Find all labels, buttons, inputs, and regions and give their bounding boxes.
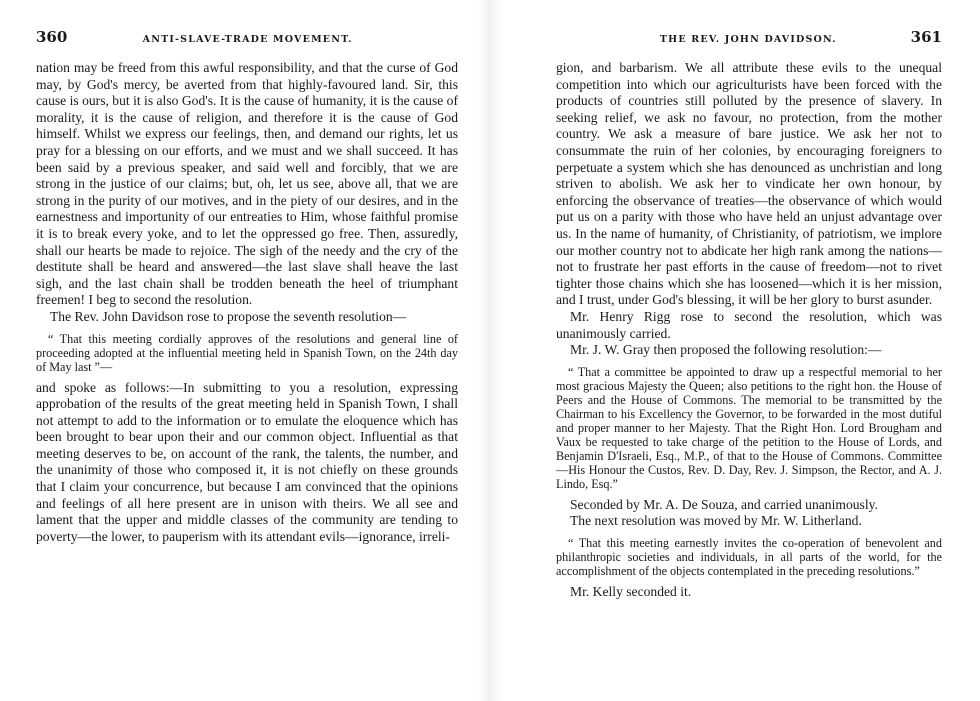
de-souza-seconds: Seconded by Mr. A. De Souza, and carried unanimously.: [570, 496, 878, 512]
quote-text: “ That a committee be appointed to draw up a respectful memorial to her most gracious Majesty the Queen; also petitions to the right hon. the House of Peers and the House of Commons. The memorial to be transmitted by the Chairman to his Excellency the Governor, to be forwarded in the most dutiful and proper manner to her Majesty. That the Right Hon. Lord Brougham and Vaux be requested to take charge of the petition to the House of Lords, and Benjamin D'Israeli, Esq., M.P., of that to the House of Commons. Committee—His Honour the Custos, Rev. D. Day, Rev. J. Simpson, the Rector, and A. J. Lindo, Esq.”: [556, 364, 942, 491]
rigg-seconds: Mr. Henry Rigg rose to second the resolution, which was unanimously carried.: [556, 308, 942, 341]
left-page: [0, 0, 480, 701]
seventh-resolution-quote: [36, 332, 458, 374]
right-page-header: [556, 28, 942, 50]
speech-conclusion: nation may be freed from this awful responsibility, and that the curse of God may, by God's mercy, be averted from that highly-favoured land. Sir, this cause is ours, but it is also God's. It is the cause of humanity, it is the cause of morality, it is the cause of religion, and therefore it is the cause of God himself. Whilst we express our feelings, then, and demand our rights, let us pray for a blessing on our efforts, and we must and we shall succeed. It has been said by a previous speaker, and said well and forcibly, that we are strong in the justice of our claims; but, oh, let us see, above all, that we are strong in the purity of our motives, and in the piety of our desires, and in the earnestness and importunity of our entreaties to Him, whose faithful promise it is to break every yoke, and to let the oppressed go free. Then, assuredly, shall our hearts be made to rejoice. The sigh of the needy and the cry of the destitute shall be heard and answered—the last slave shall heave the last sigh, and the last chain shall be trodden beneath the heel of triumphant freemen! I beg to second the resolution.: [36, 60, 458, 308]
kelly-seconds: Mr. Kelly seconded it.: [570, 583, 692, 599]
davidson-speech-continued: gion, and barbarism. We all attribute these evils to the unequal competition into which our agriculturists have been forced with the products of countries still polluted by the presence of slavery. In seeking relief, we ask no favour, no protection, from the mother country. We ask a measure of bare justice. We ask her not to consummate the ruin of her colonies, by encouraging foreigners to perpetuate a system which she has denounced as unchristian and long striven to abolish. We ask her to vindicate her own honour, by enforcing the observance of treaties—the observance of which would put us on a parity with those who have held an unjust advantage over us. In the name of humanity, of Christianity, of patriotism, we implore our mother country not to abdicate her high rank among the nations—not to frustrate her past efforts in the cause of freedom—not to rivet tighter those chains which she has loosened—which it is her mission, and I trust, under God's blessing, it will be her glory to burst asunder.: [556, 60, 942, 308]
left-page-header: [36, 28, 458, 50]
right-page: [500, 0, 980, 701]
running-head: THE REV. JOHN DAVIDSON.: [659, 34, 837, 45]
gray-proposes: Mr. J. W. Gray then proposed the following resolution:—: [570, 342, 882, 358]
quote-text: “ That this meeting cordially approves of the resolutions and general line of proceeding adopted at the influential meeting held in Spanish Town, on the 24th day of May last ”—: [36, 331, 458, 374]
book-gutter: [478, 0, 502, 701]
page-number: 360: [36, 28, 68, 46]
memorial-resolution-quote: [556, 365, 942, 491]
quote-text: “ That this meeting earnestly invites the co-operation of benevolent and philanthropic societies and individuals, in all parts of the world, for the accomplishment of the objects contemplated in the preceding resolutions.”: [556, 535, 942, 578]
page-number: 361: [910, 28, 942, 46]
cooperation-resolution-quote: [556, 536, 942, 578]
resolution-introduction: The Rev. John Davidson rose to propose the seventh resolution—: [50, 308, 407, 324]
davidson-speech: and spoke as follows:—In submitting to you a resolution, expressing approbation of the results of the great meeting held in Spanish Town, I shall not attempt to add to the information or to emulate the eloquence which has been brought to bear upon their and our common object. Influential as that meeting deserves to be, on account of the rank, the talents, the number, and the unanimity of those who composed it, it is not chiefly on these grounds that I claim your concurrence, but because I am convinced that the opinions and feelings of all here present are in unison with theirs. We all see and lament that the upper and middle classes of the community are tending to poverty—the lower, to pauperism with its attendant evils—ignorance, irreli-: [36, 379, 458, 544]
running-head: ANTI-SLAVE-TRADE MOVEMENT.: [142, 34, 353, 45]
litherland-moves: The next resolution was moved by Mr. W. Litherland.: [570, 513, 862, 529]
